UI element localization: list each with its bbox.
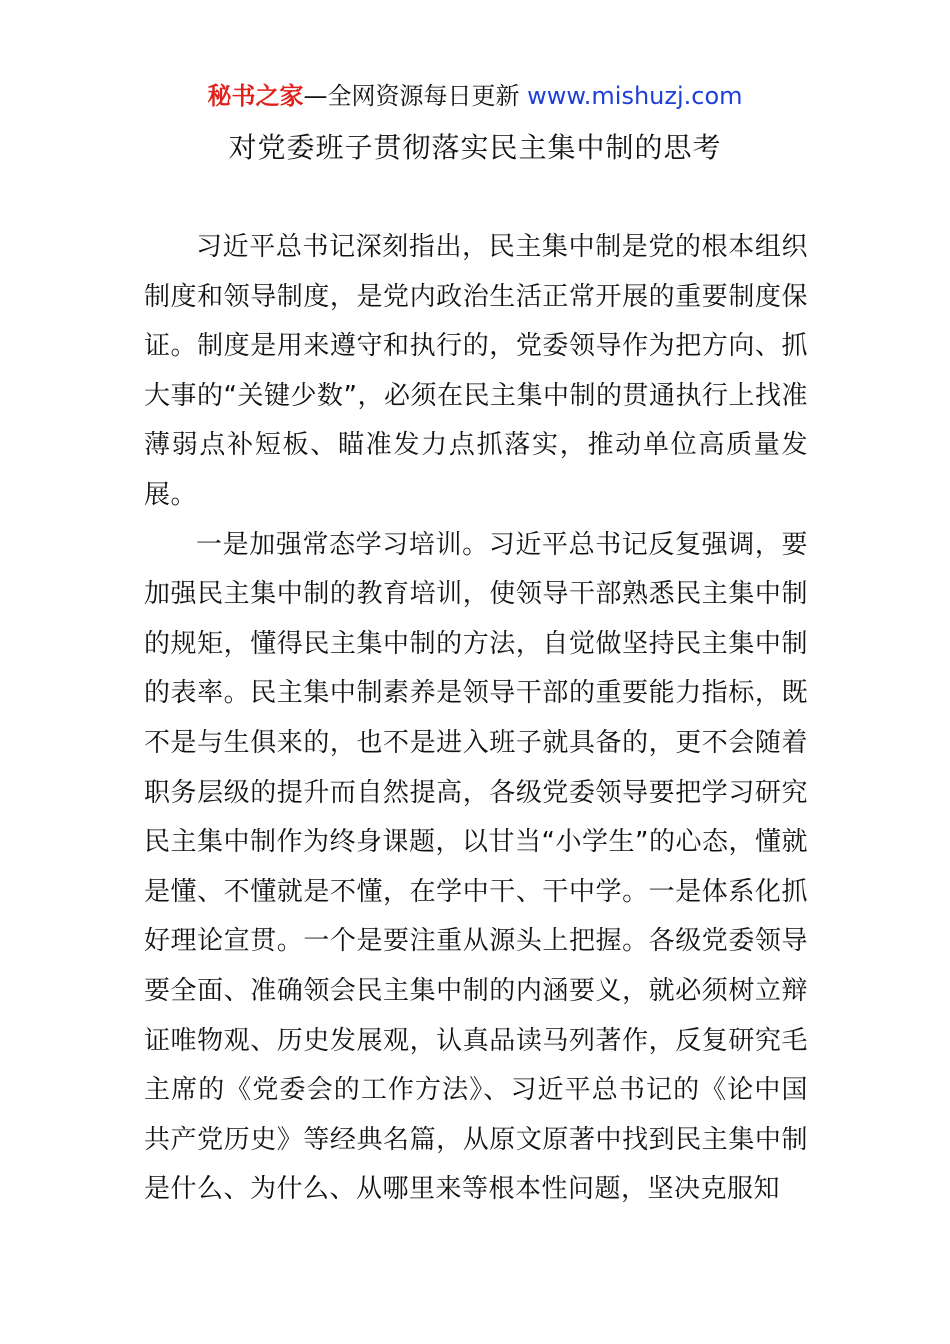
site-url-link[interactable]: www.mishuzj.com [527, 82, 743, 110]
brand-name: 秘书之家 [207, 82, 304, 110]
site-header [0, 80, 950, 112]
document-title: 对党委班子贯彻落实民主集中制的思考 [228, 131, 722, 164]
header-tagline: —全网资源每日更新 [303, 82, 520, 110]
document-body [144, 223, 808, 1215]
paragraph-point-one: 一是加强常态学习培训。习近平总书记反复强调，要加强民主集中制的教育培训，使领导干部熟悉民主集中制的规矩，懂得民主集中制的方法，自觉做坚持民主集中制的表率。民主集中制素养是领导干部的重要能力指标，既不是与生俱来的，也不是进入班子就具备的，更不会随着职务层级的提升而自然提高，各级党委领导要把学习研究民主集中制作为终身课题，以甘当“小学生”的心态，懂就是懂、不懂就是不懂，在学中干、干中学。一是体系化抓好理论宣贯。一个是要注重从源头上把握。各级党委领导要全面、准确领会民主集中制的内涵要义，就必须树立辩证唯物观、历史发展观，认真品读马列著作，反复研究毛主席的《党委会的工作方法》、习近平总书记的《论中国共产党历史》等经典名篇，从原文原著中找到民主集中制是什么、为什么、从哪里来等根本性问题，坚决克服知 [144, 529, 808, 1205]
paragraph-intro: 习近平总书记深刻指出，民主集中制是党的根本组织制度和领导制度，是党内政治生活正常开展的重要制度保证。制度是用来遵守和执行的，党委领导作为把方向、抓大事的“关键少数”，必须在民主集中制的贯通执行上找准薄弱点补短板、瞄准发力点抓落实，推动单位高质量发展。 [144, 232, 808, 510]
